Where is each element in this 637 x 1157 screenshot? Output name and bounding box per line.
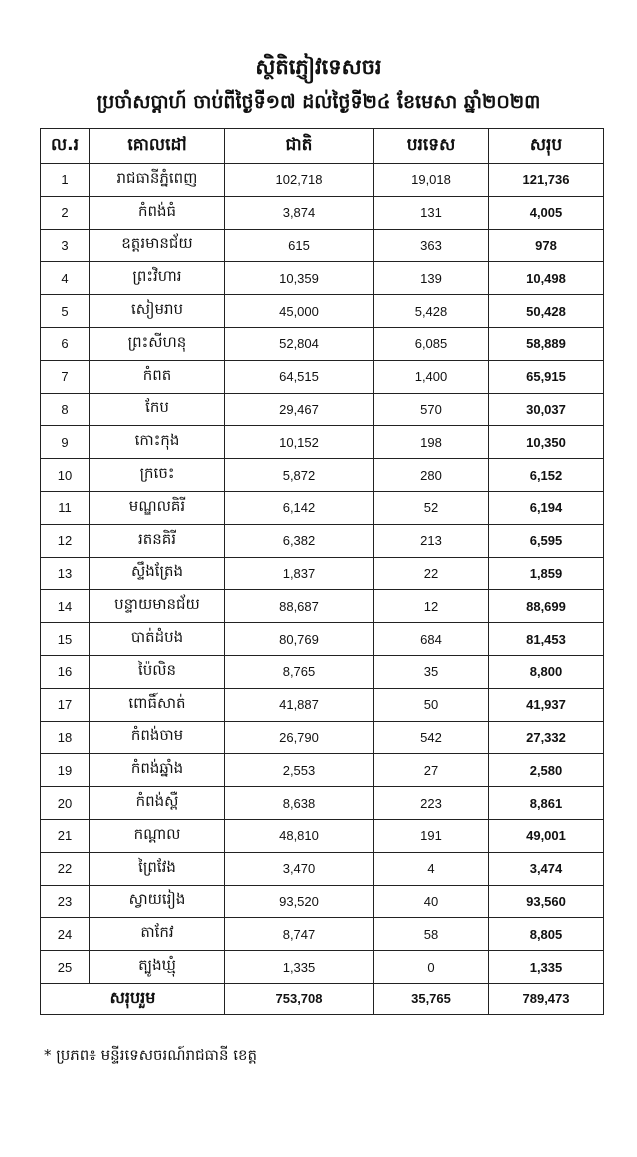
row-total: 6,595 <box>489 524 604 557</box>
row-total: 65,915 <box>489 360 604 393</box>
row-total: 1,859 <box>489 557 604 590</box>
row-number: 15 <box>41 623 90 656</box>
row-domestic: 8,747 <box>225 918 374 951</box>
row-foreign: 40 <box>374 885 489 918</box>
row-domestic: 26,790 <box>225 721 374 754</box>
row-foreign: 50 <box>374 688 489 721</box>
row-foreign: 213 <box>374 524 489 557</box>
row-foreign: 27 <box>374 754 489 787</box>
row-foreign: 280 <box>374 459 489 492</box>
row-destination: កំពង់ធំ <box>90 196 225 229</box>
row-domestic: 2,553 <box>225 754 374 787</box>
row-total: 4,005 <box>489 196 604 229</box>
table-row <box>41 754 604 787</box>
row-destination: រតនគិរី <box>90 524 225 557</box>
table-row <box>41 491 604 524</box>
table-row <box>41 295 604 328</box>
grand-total-foreign: 35,765 <box>374 983 489 1014</box>
row-number: 22 <box>41 852 90 885</box>
row-destination: បន្ទាយមានជ័យ <box>90 590 225 623</box>
table-row <box>41 852 604 885</box>
row-domestic: 1,335 <box>225 951 374 984</box>
grand-total-total: 789,473 <box>489 983 604 1014</box>
row-number: 2 <box>41 196 90 229</box>
row-number: 8 <box>41 393 90 426</box>
row-total: 6,152 <box>489 459 604 492</box>
table-row <box>41 655 604 688</box>
row-foreign: 12 <box>374 590 489 623</box>
header-destination: គោលដៅ <box>90 129 225 164</box>
row-number: 18 <box>41 721 90 754</box>
row-domestic: 80,769 <box>225 623 374 656</box>
header-total: សរុប <box>489 129 604 164</box>
row-domestic: 102,718 <box>225 164 374 197</box>
row-foreign: 684 <box>374 623 489 656</box>
table-row <box>41 590 604 623</box>
table-row <box>41 885 604 918</box>
row-domestic: 10,359 <box>225 262 374 295</box>
grand-total-label: សរុបរួម <box>41 983 225 1014</box>
table-row <box>41 360 604 393</box>
row-number: 4 <box>41 262 90 295</box>
row-destination: កំពង់ស្ពឺ <box>90 787 225 820</box>
table-row <box>41 951 604 984</box>
table-row <box>41 557 604 590</box>
row-foreign: 131 <box>374 196 489 229</box>
tourist-statistics-table <box>40 128 604 1015</box>
row-destination: ក្រចេះ <box>90 459 225 492</box>
row-destination: ព្រៃវែង <box>90 852 225 885</box>
row-total: 8,800 <box>489 655 604 688</box>
row-total: 93,560 <box>489 885 604 918</box>
table-row <box>41 721 604 754</box>
row-number: 11 <box>41 491 90 524</box>
row-domestic: 6,382 <box>225 524 374 557</box>
row-total: 27,332 <box>489 721 604 754</box>
table-row <box>41 688 604 721</box>
row-total: 121,736 <box>489 164 604 197</box>
page-title: ស្ថិតិភ្ញៀវទេសចរ <box>255 55 382 79</box>
row-total: 978 <box>489 229 604 262</box>
row-foreign: 223 <box>374 787 489 820</box>
table-row <box>41 459 604 492</box>
row-destination: មណ្ឌលគិរី <box>90 491 225 524</box>
row-total: 30,037 <box>489 393 604 426</box>
table-row <box>41 524 604 557</box>
row-number: 19 <box>41 754 90 787</box>
table-row <box>41 262 604 295</box>
row-number: 17 <box>41 688 90 721</box>
row-domestic: 615 <box>225 229 374 262</box>
row-destination: កំពង់ឆ្នាំង <box>90 754 225 787</box>
grand-total-row <box>41 983 604 1014</box>
row-foreign: 198 <box>374 426 489 459</box>
table-row <box>41 918 604 951</box>
row-destination: កំពត <box>90 360 225 393</box>
row-number: 23 <box>41 885 90 918</box>
row-number: 24 <box>41 918 90 951</box>
row-destination: ពោធិ៍សាត់ <box>90 688 225 721</box>
row-destination: ប៉ៃលិន <box>90 655 225 688</box>
row-destination: រាជធានីភ្នំពេញ <box>90 164 225 197</box>
row-foreign: 1,400 <box>374 360 489 393</box>
row-total: 1,335 <box>489 951 604 984</box>
row-domestic: 8,638 <box>225 787 374 820</box>
row-number: 14 <box>41 590 90 623</box>
table-row <box>41 623 604 656</box>
row-number: 1 <box>41 164 90 197</box>
table-row <box>41 426 604 459</box>
row-number: 21 <box>41 819 90 852</box>
row-destination: បាត់ដំបង <box>90 623 225 656</box>
row-number: 20 <box>41 787 90 820</box>
row-domestic: 64,515 <box>225 360 374 393</box>
table-row <box>41 787 604 820</box>
row-foreign: 19,018 <box>374 164 489 197</box>
row-total: 58,889 <box>489 327 604 360</box>
row-destination: ព្រះសីហនុ <box>90 327 225 360</box>
row-number: 12 <box>41 524 90 557</box>
row-destination: ព្រះវិហារ <box>90 262 225 295</box>
row-destination: តាកែវ <box>90 918 225 951</box>
row-domestic: 48,810 <box>225 819 374 852</box>
row-total: 81,453 <box>489 623 604 656</box>
row-foreign: 4 <box>374 852 489 885</box>
table-row <box>41 393 604 426</box>
row-domestic: 45,000 <box>225 295 374 328</box>
row-number: 5 <box>41 295 90 328</box>
row-destination: ស្វាយរៀង <box>90 885 225 918</box>
row-number: 9 <box>41 426 90 459</box>
row-domestic: 1,837 <box>225 557 374 590</box>
row-domestic: 6,142 <box>225 491 374 524</box>
header-foreign: បរទេស <box>374 129 489 164</box>
row-number: 25 <box>41 951 90 984</box>
row-number: 16 <box>41 655 90 688</box>
table-row <box>41 819 604 852</box>
row-foreign: 52 <box>374 491 489 524</box>
row-total: 3,474 <box>489 852 604 885</box>
table-row <box>41 164 604 197</box>
row-domestic: 8,765 <box>225 655 374 688</box>
row-domestic: 41,887 <box>225 688 374 721</box>
row-foreign: 5,428 <box>374 295 489 328</box>
row-foreign: 6,085 <box>374 327 489 360</box>
row-destination: កំពង់ចាម <box>90 721 225 754</box>
table-row <box>41 327 604 360</box>
row-domestic: 52,804 <box>225 327 374 360</box>
row-domestic: 93,520 <box>225 885 374 918</box>
row-number: 6 <box>41 327 90 360</box>
row-total: 2,580 <box>489 754 604 787</box>
header-no: ល.រ <box>41 129 90 164</box>
row-total: 8,861 <box>489 787 604 820</box>
source-note: * ប្រភព៖ មន្ទីរទេសចរណ៍រាជធានី ខេត្ត <box>44 1046 258 1064</box>
row-domestic: 10,152 <box>225 426 374 459</box>
row-foreign: 139 <box>374 262 489 295</box>
row-foreign: 363 <box>374 229 489 262</box>
row-destination: ស្ទឹងត្រែង <box>90 557 225 590</box>
row-destination: កែប <box>90 393 225 426</box>
grand-total-domestic: 753,708 <box>225 983 374 1014</box>
row-number: 10 <box>41 459 90 492</box>
row-foreign: 0 <box>374 951 489 984</box>
page-subtitle: ប្រចាំសប្តាហ៍ ចាប់ពីថ្ងៃទី១៧ ដល់ថ្ងៃទី២៤ ខែមេសា ឆ្នាំ២០២៣ <box>96 91 541 113</box>
table-row <box>41 229 604 262</box>
row-total: 50,428 <box>489 295 604 328</box>
table-header-row <box>41 129 604 164</box>
row-domestic: 5,872 <box>225 459 374 492</box>
row-number: 13 <box>41 557 90 590</box>
row-total: 8,805 <box>489 918 604 951</box>
row-domestic: 29,467 <box>225 393 374 426</box>
row-destination: សៀមរាប <box>90 295 225 328</box>
row-total: 10,498 <box>489 262 604 295</box>
row-foreign: 542 <box>374 721 489 754</box>
row-domestic: 88,687 <box>225 590 374 623</box>
row-foreign: 570 <box>374 393 489 426</box>
row-destination: កណ្តាល <box>90 819 225 852</box>
row-foreign: 191 <box>374 819 489 852</box>
table-row <box>41 196 604 229</box>
row-foreign: 58 <box>374 918 489 951</box>
row-total: 10,350 <box>489 426 604 459</box>
row-total: 6,194 <box>489 491 604 524</box>
row-total: 41,937 <box>489 688 604 721</box>
row-destination: ត្បូងឃ្មុំ <box>90 951 225 984</box>
row-number: 7 <box>41 360 90 393</box>
row-total: 49,001 <box>489 819 604 852</box>
row-destination: ឧត្តរមានជ័យ <box>90 229 225 262</box>
row-foreign: 35 <box>374 655 489 688</box>
row-total: 88,699 <box>489 590 604 623</box>
row-number: 3 <box>41 229 90 262</box>
row-domestic: 3,470 <box>225 852 374 885</box>
row-foreign: 22 <box>374 557 489 590</box>
row-destination: កោះកុង <box>90 426 225 459</box>
row-domestic: 3,874 <box>225 196 374 229</box>
header-domestic: ជាតិ <box>225 129 374 164</box>
